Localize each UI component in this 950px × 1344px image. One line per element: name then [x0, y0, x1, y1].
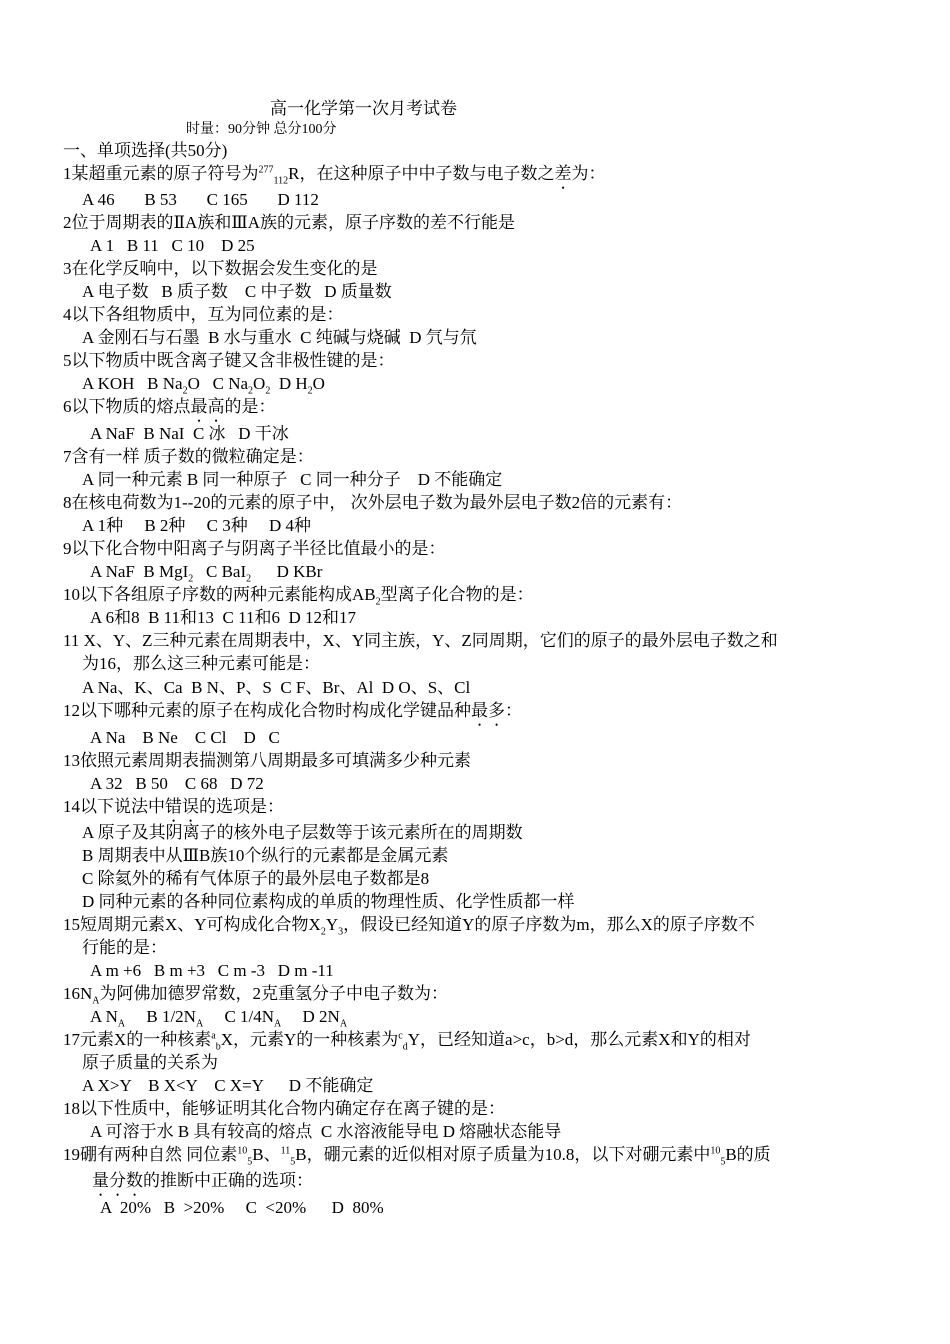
question-6-options: A NaF B NaI C 冰 D 干冰: [90, 424, 289, 443]
question-5: 5以下物质中既含离子键又含非极性键的是：: [63, 351, 395, 370]
question-13-options: A 32 B 50 C 68 D 72: [90, 774, 264, 793]
question-14-option-c: C 除氦外的稀有气体原子的最外层电子数都是8: [82, 869, 430, 888]
question-14-option-d: D 同种元素的各种同位素构成的单质的物理性质、化学性质都一样: [82, 892, 575, 911]
question-13: 13依照元素周期表揣测第八周期最多可填满多少种元素: [63, 751, 471, 770]
question-11-continued: 为16，那么这三种元素可能是：: [82, 654, 320, 673]
question-3-options: A 电子数 B 质子数 C 中子数 D 质量数: [82, 282, 392, 301]
question-12-options: A Na B Ne C Cl D C: [90, 728, 280, 747]
question-1-options: A 46 B 53 C 165 D 112: [82, 190, 319, 209]
question-18: 18以下性质中，能够证明其化合物内确定存在离子键的是：: [63, 1099, 505, 1118]
question-6: 6以下物质的熔点最高的是：: [63, 397, 276, 416]
question-15: 15短周期元素X、Y可构成化合物$X_2Y_3$，假设已经知道Y的原子序数为m，那么X的原子序数不: [63, 915, 755, 938]
question-15-continued: 行能的是：: [82, 938, 167, 957]
question-17-options: A X>Y B X<Y C X=Y D 不能确定: [82, 1076, 374, 1095]
question-2-options: A 1 B 11 C 10 D 25: [90, 236, 255, 255]
question-4: 4以下各组物质中，互为同位素的是：: [63, 305, 344, 324]
question-9: 9以下化合物中阳离子与阴离子半径比值最小的是：: [63, 539, 446, 558]
exam-subtitle: 时量：90分钟 总分100分: [186, 122, 337, 137]
section-heading: 一、单项选择(共50分): [63, 141, 228, 160]
question-5-options: A KOH B $Na_2O$ C $Na_2O_2$ D $H_2O$: [82, 374, 325, 397]
question-15-options: A m +6 B m +3 C m -3 D m -11: [90, 961, 334, 980]
question-19-continued: 量分数的推断中正确的选项：: [92, 1171, 313, 1190]
question-14-option-b: B 周期表中从ⅢB族10个纵行的元素都是金属元素: [82, 846, 449, 865]
question-11-options: A Na、K、Ca B N、P、S C F、Br、Al D O、S、Cl: [82, 678, 471, 697]
question-8-options: A 1种 B 2种 C 3种 D 4种: [82, 516, 312, 535]
question-11: 11 X、Y、Z三种元素在周期表中，X、Y同主族，Y、Z同周期，它们的原子的最外层电子数之和: [63, 631, 778, 650]
question-14: 14以下说法中错误的选项是：: [63, 797, 284, 816]
question-7-options: A 同一种元素 B 同一种原子 C 同一种分子 D 不能确定: [82, 470, 503, 489]
page-title: 高一化学第一次月考试卷: [270, 99, 457, 118]
question-19: 19硼有两种自然 同位素$^{10}_5$B、$^{11}_5$B，硼元素的近似相对原子质量为10.8，以下对硼元素中$^{10}_5$B的质: [63, 1145, 771, 1168]
question-17-continued: 原子质量的关系为: [82, 1053, 218, 1072]
question-8: 8在核电荷数为1--20的元素的原子中， 次外层电子数为最外层电子数2倍的元素有：: [63, 493, 683, 512]
question-3: 3在化学反响中，以下数据会发生变化的是: [63, 259, 378, 278]
question-10-options: A 6和8 B 11和13 C 11和6 D 12和17: [90, 608, 357, 627]
question-18-options: A 可溶于水 B 具有较高的熔点 C 水溶液能导电 D 熔融状态能导: [90, 1122, 562, 1141]
question-7: 7含有一样 质子数的微粒确定是：: [63, 447, 314, 466]
question-17: 17元素X的一种核素$^a_b$X，元素Y的一种核素为$^c_d$Y，已经知道a>c，b>d，那么元素X和Y的相对: [63, 1030, 751, 1053]
question-12: 12以下哪种元素的原子在构成化合物时构成化学键品种最多：: [63, 701, 522, 720]
question-14-option-a: A 原子及其阴离子的核外电子层数等于该元素所在的周期数: [82, 823, 523, 842]
question-19-options: A 20% B >20% C <20% D 80%: [100, 1198, 384, 1217]
question-1: 1某超重元素的原子符号为$^{277}_{112}$R，在这种原子中中子数与电子数之差为：: [63, 164, 606, 187]
question-4-options: A 金刚石与石墨 B 水与重水 C 纯碱与烧碱 D 氕与氘: [82, 328, 477, 347]
question-9-options: A NaF B MgI$_2$ C BaI$_2$ D KBr: [90, 562, 323, 585]
question-2: 2位于周期表的ⅡA族和ⅢA族的元素，原子序数的差不行能是: [63, 213, 516, 232]
question-16: $16N_A$为阿佛加德罗常数，2克重氢分子中电子数为：: [63, 984, 449, 1007]
question-16-options: A $N_A$ B $1/2N_A$ C $1/4N_A$ D $2N_A$: [90, 1007, 348, 1030]
question-10: 10以下各组原子序数的两种元素能构成$AB_2$型离子化合物的是：: [63, 585, 534, 608]
